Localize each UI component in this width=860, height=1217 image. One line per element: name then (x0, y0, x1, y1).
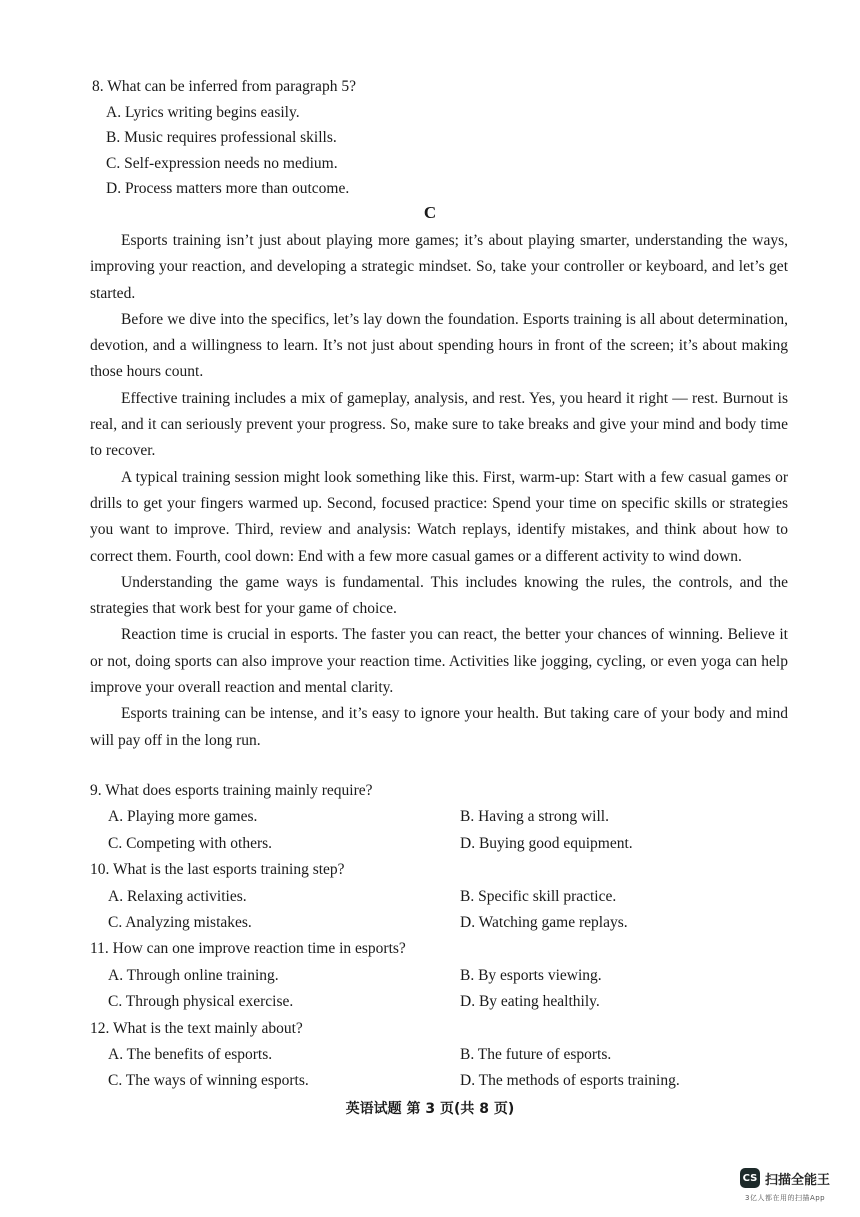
question-11 (90, 936, 790, 1015)
option-b: B. Specific skill practice. (460, 887, 617, 905)
paragraph-5: Understanding the game ways is fundamental. This includes knowing the rules, the controls, and the strategies that work best for your game of choice. (90, 573, 788, 618)
paragraph-6: Reaction time is crucial in esports. The faster you can react, the better your chances of winning. Believe it or not, doing sports can also improve your reaction time. Activities like jogging, cycling, or even yoga can help improve your overall reaction and mental clarity. (90, 626, 788, 697)
paragraph-7: Esports training can be intense, and it’s easy to ignore your health. But taking care of your body and mind will pay off in the long run. (90, 705, 788, 749)
option-row (90, 963, 790, 989)
paragraph-1: Esports training isn’t just about playing more games; it’s about playing smarter, understanding the ways, improving your reaction, and developing a strategic mindset. So, take your controller or keyboard, and let’s get started. (90, 232, 788, 302)
scanner-watermark (740, 1167, 830, 1189)
question-list (90, 778, 790, 1095)
option-b: B. By esports viewing. (460, 966, 602, 984)
question-12 (90, 1016, 790, 1095)
paragraph-4: A typical training session might look something like this. First, warm-up: Start with a few casual games or drills to get your fingers warmed up. Second, focused practice: Spend your time on specific skills or strategies you want to improve. Third, review and analysis: Watch replays, identify mistakes, and think about how to correct them. Fourth, cool down: End with a few more casual games or a different activity to wind down. (90, 468, 788, 565)
option-c: C. Analyzing mistakes. (108, 913, 252, 931)
option-a: A. Through online training. (108, 966, 279, 984)
section-heading: C (423, 203, 437, 222)
option-row (90, 910, 790, 936)
question-stem: 9. What does esports training mainly require? (90, 782, 373, 799)
option-d: D. By eating healthily. (460, 993, 600, 1011)
question-stem: 12. What is the text mainly about? (90, 1019, 303, 1037)
option-d: D. Buying good equipment. (460, 834, 633, 852)
camscanner-logo-icon: CS (740, 1168, 760, 1188)
question-10 (90, 857, 790, 936)
question-9 (90, 778, 790, 857)
page-footer: 英语试题 第 3 页(共 8 页) (345, 1101, 515, 1117)
paragraph-3: Effective training includes a mix of gameplay, analysis, and rest. Yes, you heard it right — rest. Burnout is real, and it can seriously prevent your progress. So, make sure to take breaks and give your mind and body time to recover. (90, 389, 788, 460)
option-c: C. Competing with others. (108, 834, 273, 852)
option-b: B. Having a strong will. (460, 808, 609, 826)
watermark-name: 扫描全能王 (765, 1172, 831, 1188)
option-d: D. The methods of esports training. (460, 1072, 680, 1090)
option-d: D. Watching game replays. (460, 913, 628, 931)
option-d: D. Process matters more than outcome. (106, 180, 350, 197)
option-row (90, 1042, 790, 1068)
option-a: A. The benefits of esports. (108, 1045, 273, 1063)
question-8 (92, 74, 792, 202)
option-row (90, 884, 790, 910)
question-stem: 10. What is the last esports training step? (90, 861, 345, 879)
option-row (90, 1068, 790, 1094)
option-row (90, 989, 790, 1015)
paragraph-2: Before we dive into the specifics, let’s lay down the foundation. Esports training is all about determination, devotion, and a willingness to learn. It’s not just about spending hours in front of the screen; it’s about making those hours count. (90, 310, 788, 381)
option-b: B. Music requires professional skills. (106, 129, 337, 146)
passage-c (90, 228, 788, 754)
option-c: C. Self-expression needs no medium. (106, 154, 338, 172)
question-stem: 11. How can one improve reaction time in esports? (90, 940, 406, 958)
option-row (90, 804, 790, 830)
option-row (90, 831, 790, 857)
option-a: A. Playing more games. (108, 808, 258, 826)
option-a: A. Relaxing activities. (108, 887, 247, 905)
option-c: C. Through physical exercise. (108, 993, 294, 1011)
option-c: C. The ways of winning esports. (108, 1072, 309, 1090)
option-a: A. Lyrics writing begins easily. (106, 103, 300, 121)
watermark-tagline: 3亿人都在用的扫描App (745, 1194, 826, 1202)
question-stem: 8. What can be inferred from paragraph 5? (92, 78, 356, 95)
option-b: B. The future of esports. (460, 1045, 612, 1063)
